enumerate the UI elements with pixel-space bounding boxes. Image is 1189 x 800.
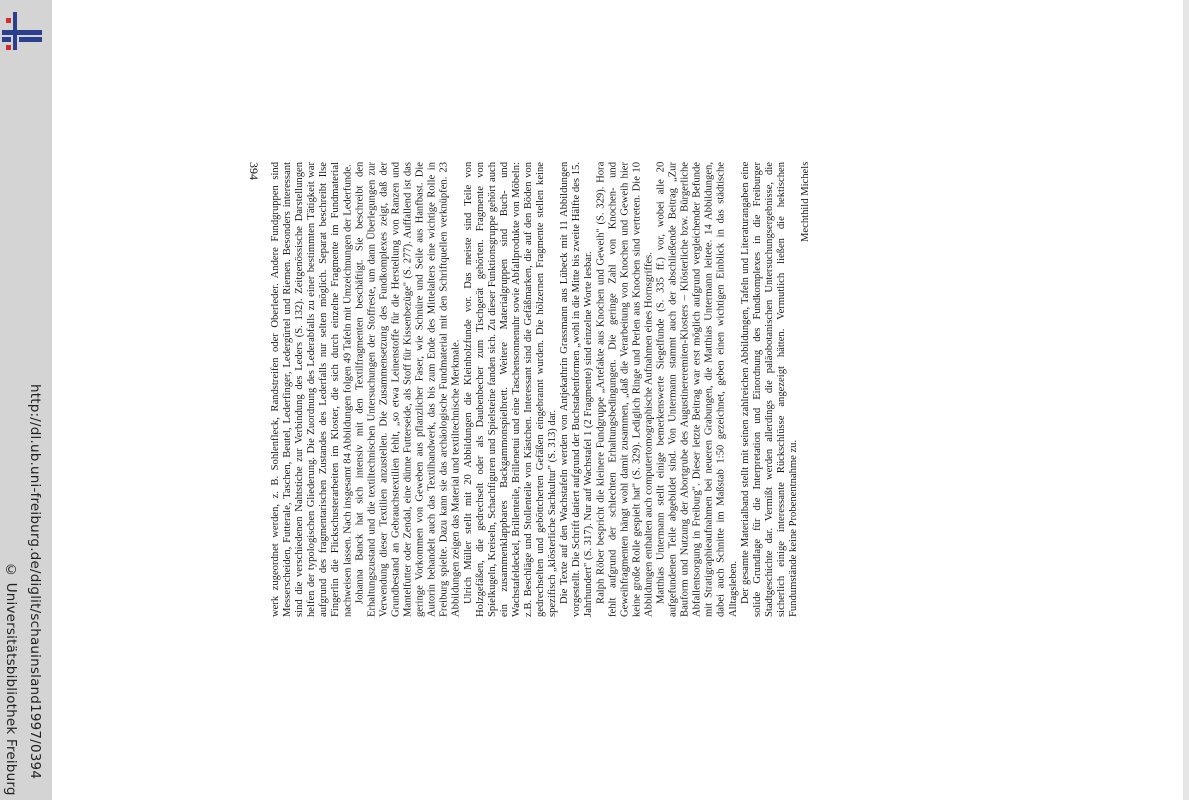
paragraph: Ulrich Müller stellt mit 20 Abbildungen die Kleinholzfunde vor. Das meiste sind Teile von Holzgefäßen, die gedrechselt oder als Daubenbecher zum Tischgerät gehörten. Fragmente von Spielkugeln, Kreiseln, Schachfiguren und Spielsteine fanden sich. Zu dieser Funktionsgruppe gehört auch ein zusammenklappbares Backgammonspielbrett. Weitere Materialgruppen sind Buch- und Wachstafeldeckel, Brillenteile, Brillenetui und eine Taschensonnenuhr sowie Abfallprodukte von Möbeln: z.B. Beschläge und Stollenteile von Kästchen. Interessant sind die Gefäßmarken, die auf den Böden von gedrechselten und geböttcherten Gefäßen eingebrannt wurden. Die hölzernen Fragmente stellen keine spezifisch „klösterliche Sachkultur" (S. 313) dar. <box>462 162 559 617</box>
paragraph: Johanna Banck hat sich intensiv mit den Textilfragmenten beschäftigt. Sie beschreibt den Erhaltungszustand und die textiltechnischen Untersuchungen der Stoffreste, um dann Überlegungen zur Verwendung dieser Textilien anzustellen. Die Zusammensetzung des Fundkomplexes zeigt, daß der Grundbestand an Gebrauchstextilien fehlt, „so etwa Leinenstoffe für die Herstellung von Ranzen und Mantelfutter oder Zendal, eine dünne Futterseide, als Stoff für Kissenbezüge" (S. 277). Auffallend ist das geringe Vorkommen von Geweben aus pflanzlicher Faser, wie Schnüre und Seile aus Hanfbast. Die Autorin behandelt auch das Textilhandwerk, das bis zum Ende des Mittelalters eine wichtige Rolle in Freiburg spielte. Dazu kann sie das archäologische Fundmaterial mit den Schriftquellen verknüpfen. 23 Abbildungen zeigen das Material und textiltechnische Merkmale. <box>354 162 462 617</box>
viewer-sidebar <box>0 0 52 800</box>
paragraph: Die Texte auf den Wachstafeln werden von Antjekathrin Grassmann aus Lübeck mit 11 Abbildungen vorgestellt. Die Schrift datiert aufgrund der Buchstabenformen „wohl in die Mitte bis zweite Hälfte des 15. Jahrhundert" (S. 317). Nur auf Wachstafel 1 (2 Fragmente) sind einzelne Worte lesbar. <box>559 162 595 617</box>
page-number: 394 <box>247 162 261 180</box>
author-signature: Mechthild Michels <box>800 162 812 243</box>
paragraph: werk zugeordnet werden, z. B. Sohlenfleck, Randstreifen oder Oberleder. Andere Fundgruppen sind Messerscheiden, Futterale, Taschen, Beutel, Lederfinger, Ledergürtel und Riemen. Besonders interessant sind die verschiedenen Nahtstiche zur Verbindung des Leders (S. 132). Zeitgenössische Darstellungen helfen der typologischen Gliederung. Die Zuordnung des Lederabfalls zu einer bestimmten Tätigkeit war aufgrund des fragmentarischen Zustandes des Lederfalls nur selten möglich. Separat beschreibt Ilse Fingerlin die Flickschusterarbeiten im Kloster, die sich durch einzelne Fragmente im Fundmaterial nachweisen lassen. Nach insgesamt 84 Abbildungen folgen 49 Tafeln mit Umzeichnungen der Lederfunde. <box>270 162 354 617</box>
copyright-notice: © Universitätsbibliothek Freiburg <box>3 562 19 796</box>
paragraph: Matthias Untermann stellt einige bemerkenswerte Siegelfunde (S. 335 ff.) vor, wobei alle 20 aufgefundenen Teile abgebildet sind. Von Untermann stammt auch der abschließende Beitrag „Zur Bauform und Nutzung der Abortgrube des Augustinereremiten-Klosters – Klösterliche bzw. Bürgerliche Abfallentsorgung in Freiburg". Dieser letzte Beitrag war erst möglich aufgrund vergleichender Befunde mit Stratigraphieaufnahmen bei neueren Grabungen, die Matthias Untermann leitete. 14 Abbildungen, dabei auch Schnitte im Maßstab 1:50 gezeichnet, geben einen wichtigen Einblick in das städtische Alltagsleben. <box>655 162 739 617</box>
rotated-page-text <box>270 162 992 617</box>
university-library-logo-icon <box>0 8 44 52</box>
document-url[interactable]: http://dl.ub.uni-freiburg.de/diglit/schauinsland1997/0394 <box>27 384 43 780</box>
scrollbar-track[interactable] <box>1183 0 1189 800</box>
paragraph: Der gesamte Materialband stellt mit seinen zahlreichen Abbildungen, Tafeln und Literaturangaben eine solide Grundlage für die Interpretation und Einordnung des Fundkomplexes in die Freiburger Stadtgeschichte dar. Vermißt werden allerdings die paläobotanischen Untersuchungsergebnisse, die sicherlich einige interessante Rückschlüsse angezeigt hätten. Vermutlich ließen die hektischen Fundumstände keine Probenentnahme zu. <box>739 162 800 617</box>
paragraph: Ralph Röber bespricht die kleinere Fundgruppe „Artefakte aus Knochen und Geweih" (S. 329). Hora fehlt aufgrund der schlechten Erhaltungsbedingungen. Die geringe Zahl von Knochen- und Geweihfragmenten hängt wohl damit zusammen, „daß die Verarbeitung von Knochen und Geweih hier keine große Rolle gespielt hat" (S. 329). Lediglich Ringe und Perlen aus Knochen sind vertreten. Die 10 Abbildungen enthalten auch computertomographische Aufnahmen eines Hornsgriffes. <box>595 162 655 617</box>
